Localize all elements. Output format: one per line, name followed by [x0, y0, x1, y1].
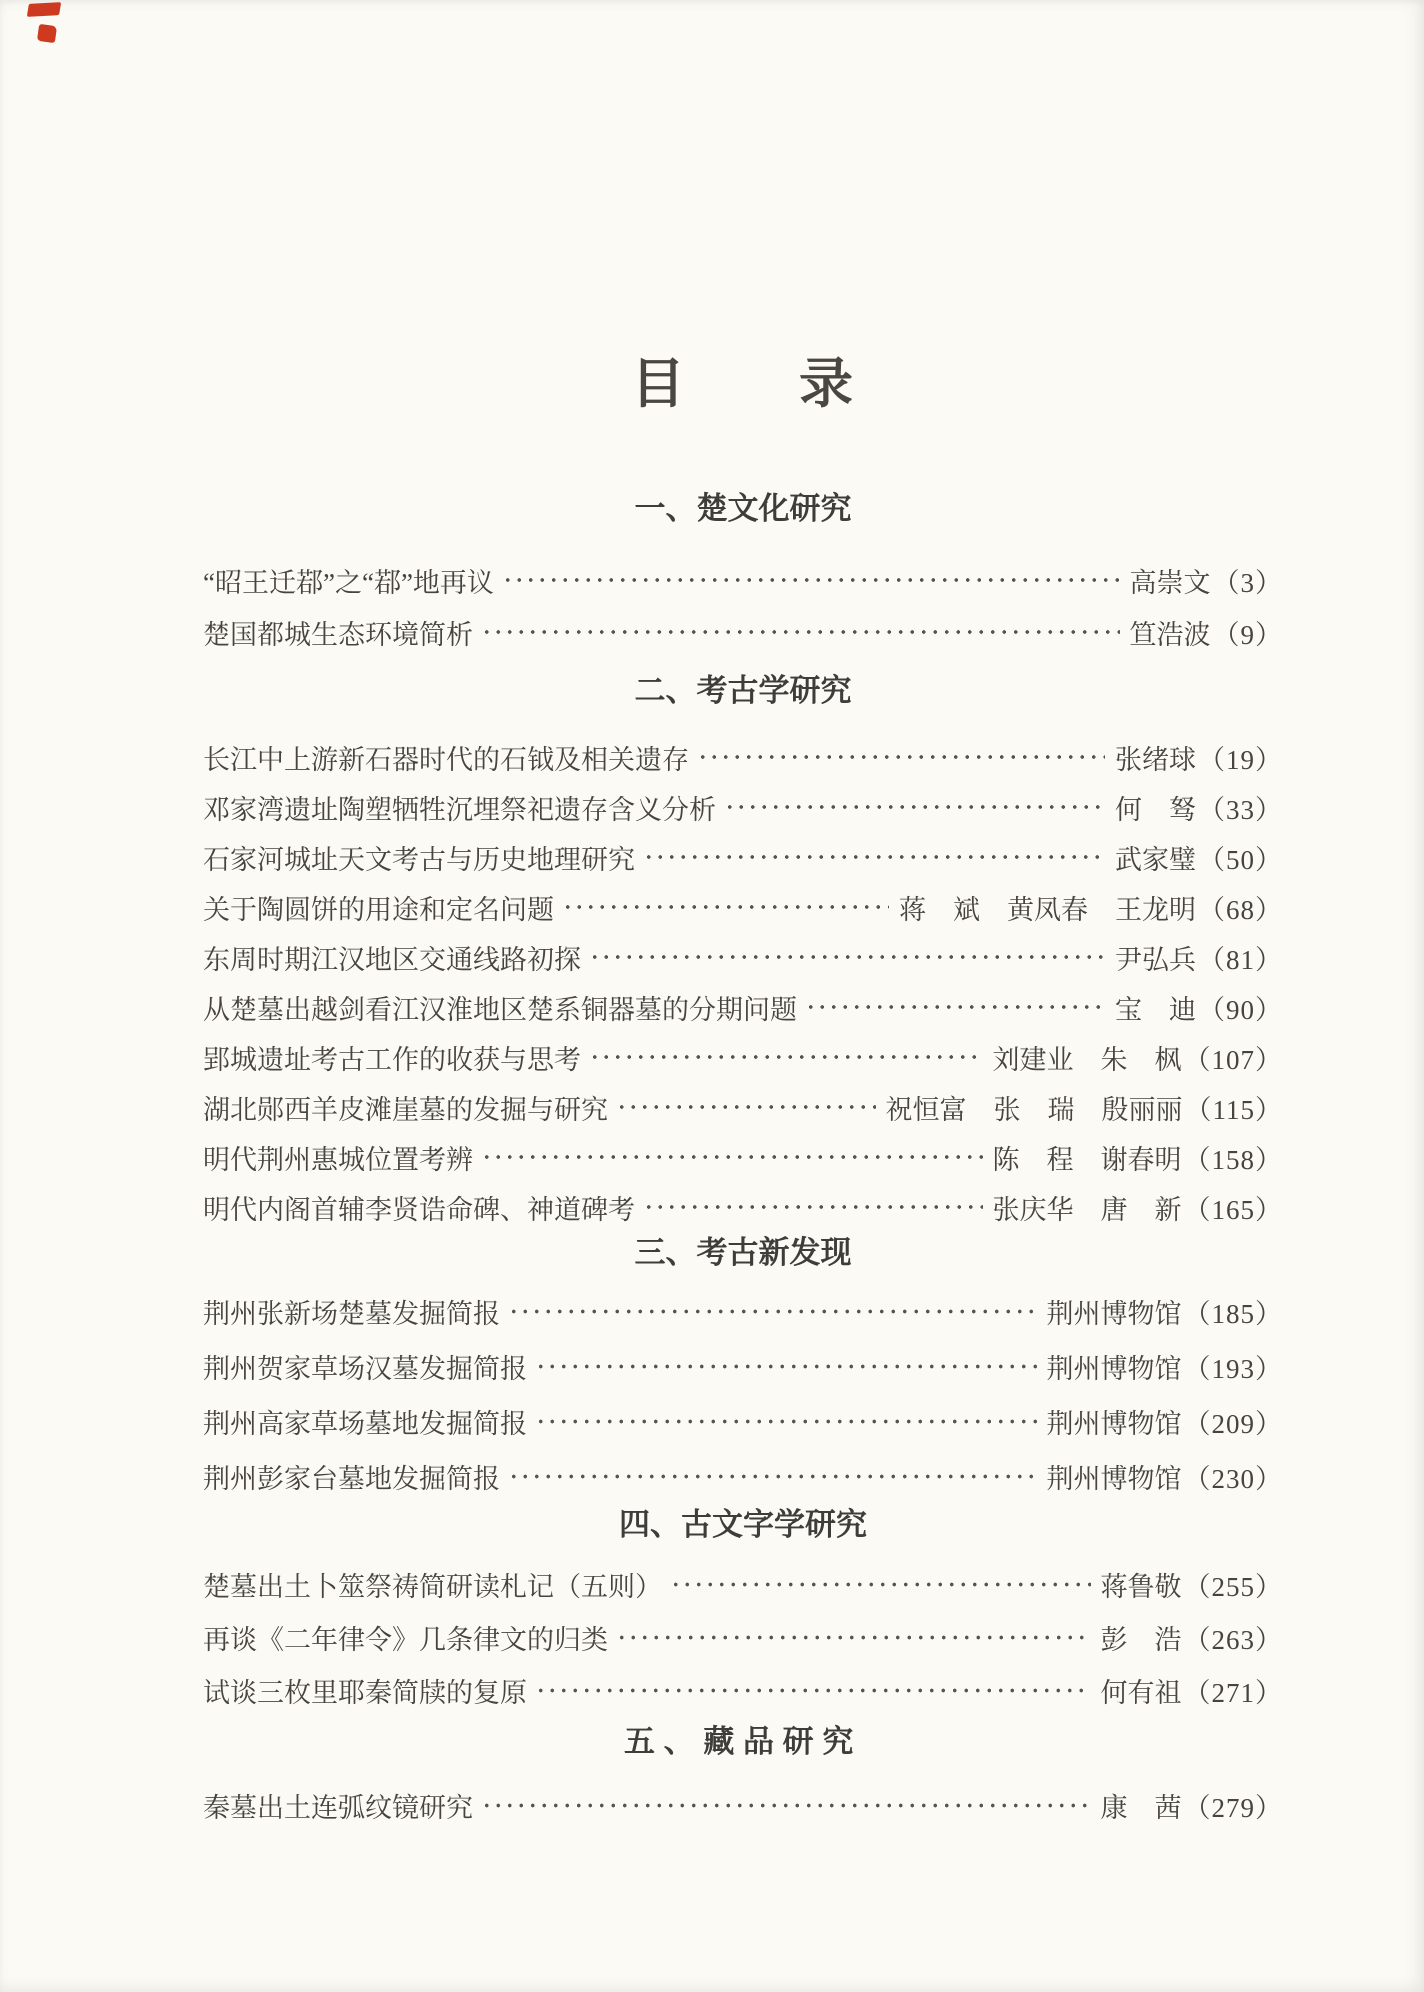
toc-entry	[203, 1132, 1283, 1182]
entry-page-number: （185）	[1183, 1299, 1283, 1329]
section-entries-4	[203, 1558, 1283, 1717]
entry-title: “昭王迁鄀”之“鄀”地再议	[203, 567, 494, 598]
page-title: 目 录	[631, 354, 855, 414]
entry-page-number: （50）	[1198, 844, 1283, 875]
entry-authors: 宝 迪	[1115, 994, 1196, 1025]
entry-title: 明代内阁首辅李贤诰命碑、神道碑考	[203, 1194, 635, 1225]
toc-content	[203, 0, 1283, 1832]
toc-entry	[203, 732, 1283, 782]
toc-entry	[203, 1779, 1283, 1832]
entry-page-number: （263）	[1183, 1625, 1283, 1655]
entry-authors: 张绪球	[1115, 744, 1196, 775]
entry-title: 郢城遗址考古工作的收获与思考	[203, 1044, 581, 1075]
dot-leader	[481, 1779, 1091, 1832]
dot-leader	[643, 832, 1105, 882]
entry-page-number: （33）	[1198, 794, 1283, 825]
entry-authors: 祝恒富 张 瑞 殷丽丽	[885, 1094, 1183, 1125]
toc-entry	[203, 1449, 1283, 1504]
section-entries-1	[203, 554, 1283, 658]
entry-authors: 尹弘兵	[1115, 944, 1196, 975]
dot-leader	[535, 1394, 1037, 1449]
entry-title: 东周时期江汉地区交通线路初探	[203, 944, 581, 975]
entry-title: 荆州高家草场墓地发掘简报	[203, 1409, 527, 1439]
dot-leader	[589, 932, 1105, 982]
dot-leader	[616, 1082, 876, 1132]
toc-entry	[203, 782, 1283, 832]
dot-leader	[508, 1284, 1037, 1339]
entry-page-number: （279）	[1183, 1793, 1283, 1823]
entry-page-number: （3）	[1212, 567, 1283, 598]
entry-authors: 荆州博物馆	[1046, 1354, 1182, 1384]
entry-authors: 笪浩波	[1129, 619, 1211, 650]
toc-entry	[203, 1032, 1283, 1082]
entry-authors: 武家璧	[1115, 844, 1196, 875]
toc-entry	[203, 1664, 1283, 1717]
toc-entry	[203, 1339, 1283, 1394]
toc-entry	[203, 932, 1283, 982]
scan-red-corner-mark	[27, 2, 61, 17]
entry-title: 楚国都城生态环境简析	[203, 619, 473, 650]
dot-leader	[481, 606, 1120, 658]
entry-page-number: （209）	[1183, 1409, 1283, 1439]
entry-page-number: （81）	[1198, 944, 1283, 975]
toc-entry	[203, 554, 1283, 606]
toc-entry	[203, 606, 1283, 658]
entry-authors: 刘建业 朱 枫	[992, 1044, 1182, 1075]
entry-authors: 张庆华 唐 新	[992, 1194, 1182, 1225]
dot-leader	[724, 782, 1105, 832]
entry-authors: 康 茜	[1100, 1793, 1182, 1823]
entry-title: 荆州张新场楚墓发掘简报	[203, 1299, 500, 1329]
toc-entry	[203, 1082, 1283, 1132]
toc-entry	[203, 1558, 1283, 1611]
dot-leader	[535, 1339, 1037, 1394]
entry-title: 长江中上游新石器时代的石钺及相关遗存	[203, 744, 689, 775]
entry-authors: 荆州博物馆	[1046, 1299, 1182, 1329]
dot-leader	[697, 732, 1105, 782]
entry-page-number: （193）	[1183, 1354, 1283, 1384]
entry-page-number: （68）	[1198, 894, 1283, 925]
section-entries-5	[203, 1779, 1283, 1832]
entry-title: 试谈三枚里耶秦简牍的复原	[203, 1678, 527, 1708]
entry-authors: 何 驽	[1115, 794, 1196, 825]
dot-leader	[481, 1132, 983, 1182]
entry-title: 荆州彭家台墓地发掘简报	[203, 1464, 500, 1494]
dot-leader	[805, 982, 1105, 1032]
entry-authors: 陈 程 谢春明	[992, 1144, 1182, 1175]
entry-page-number: （271）	[1183, 1678, 1283, 1708]
dot-leader	[670, 1558, 1091, 1611]
entry-authors: 荆州博物馆	[1046, 1409, 1182, 1439]
entry-title: 荆州贺家草场汉墓发掘简报	[203, 1354, 527, 1384]
entry-title: 关于陶圆饼的用途和定名问题	[203, 894, 554, 925]
entry-title: 邓家湾遗址陶塑牺牲沉埋祭祀遗存含义分析	[203, 794, 716, 825]
dot-leader	[535, 1664, 1091, 1717]
section-heading-2: 二、考古学研究	[634, 673, 852, 709]
entry-page-number: （115）	[1184, 1094, 1283, 1125]
entry-authors: 荆州博物馆	[1046, 1464, 1182, 1494]
section-heading-5: 五、藏品研究	[623, 1724, 863, 1760]
entry-page-number: （9）	[1212, 619, 1283, 650]
toc-entry	[203, 982, 1283, 1032]
toc-entry	[203, 1611, 1283, 1664]
section-heading-4: 四、古文字学研究	[619, 1507, 867, 1543]
entry-title: 从楚墓出越剑看江汉淮地区楚系铜器墓的分期问题	[203, 994, 797, 1025]
dot-leader	[508, 1449, 1037, 1504]
entry-page-number: （90）	[1198, 994, 1283, 1025]
entry-title: 再谈《二年律令》几条律文的归类	[203, 1625, 608, 1655]
dot-leader	[616, 1611, 1091, 1664]
section-entries-2	[203, 732, 1283, 1232]
toc-entry	[203, 882, 1283, 932]
section-entries-3	[203, 1284, 1283, 1504]
toc-entry	[203, 1284, 1283, 1339]
entry-page-number: （165）	[1183, 1194, 1283, 1225]
entry-page-number: （107）	[1183, 1044, 1283, 1075]
toc-entry	[203, 1182, 1283, 1232]
entry-title: 湖北郧西羊皮滩崖墓的发掘与研究	[203, 1094, 608, 1125]
entry-title: 秦墓出土连弧纹镜研究	[203, 1793, 473, 1823]
dot-leader	[643, 1182, 983, 1232]
dot-leader	[502, 554, 1120, 606]
entry-title: 明代荆州惠城位置考辨	[203, 1144, 473, 1175]
entry-page-number: （255）	[1183, 1572, 1283, 1602]
dot-leader	[562, 882, 889, 932]
entry-title: 楚墓出土卜筮祭祷简研读札记（五则）	[203, 1572, 662, 1602]
entry-authors: 高崇文	[1129, 567, 1211, 598]
dot-leader	[589, 1032, 983, 1082]
entry-page-number: （158）	[1183, 1144, 1283, 1175]
toc-entry	[203, 832, 1283, 882]
entry-page-number: （19）	[1198, 744, 1283, 775]
entry-authors: 蒋鲁敬	[1100, 1572, 1182, 1602]
entry-page-number: （230）	[1183, 1464, 1283, 1494]
section-heading-3: 三、考古新发现	[634, 1235, 852, 1271]
entry-authors: 蒋 斌 黄凤春 王龙明	[899, 894, 1196, 925]
scan-red-corner-mark	[37, 24, 57, 43]
toc-entry	[203, 1394, 1283, 1449]
entry-authors: 彭 浩	[1100, 1625, 1182, 1655]
entry-title: 石家河城址天文考古与历史地理研究	[203, 844, 635, 875]
section-heading-1: 一、楚文化研究	[634, 491, 852, 527]
entry-authors: 何有祖	[1100, 1678, 1182, 1708]
